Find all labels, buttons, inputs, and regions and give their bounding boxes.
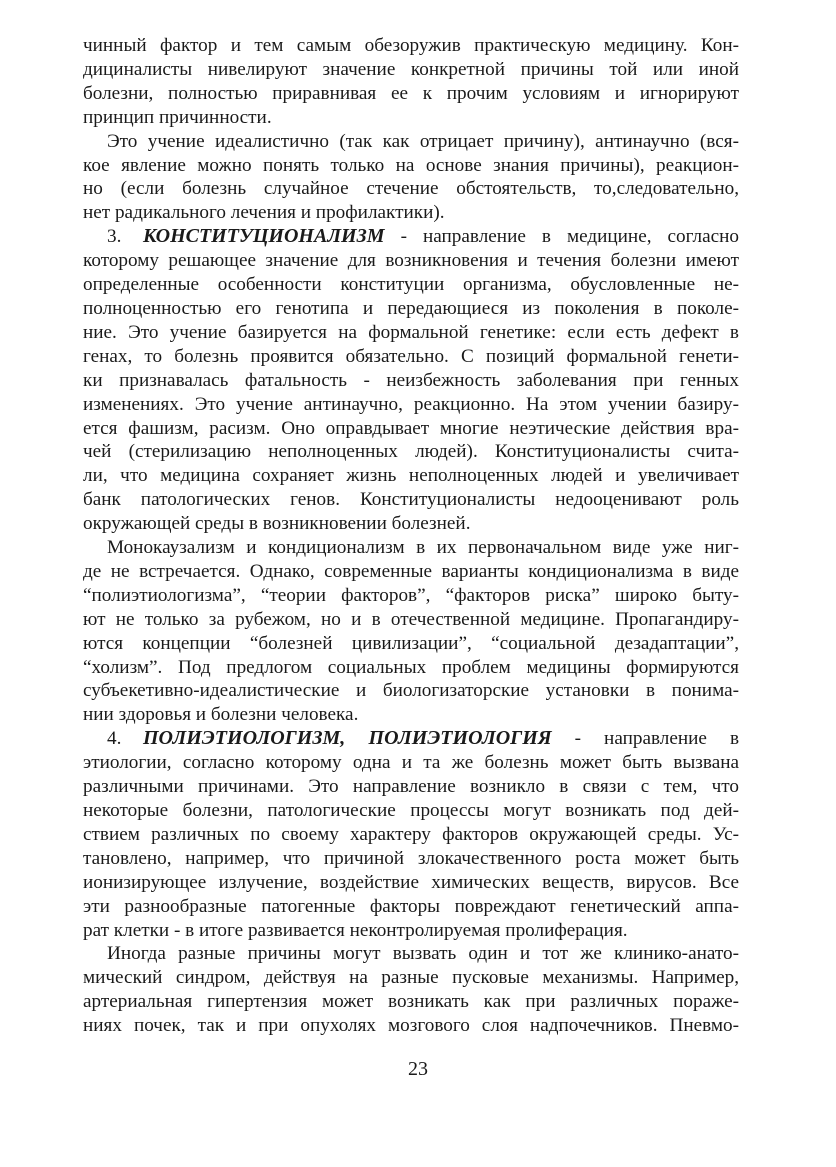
text-line: ствием различных по своему характеру факторов окружающей среды. Ус- xyxy=(83,823,739,845)
text-line: ионизирующее излучение, воздействие химических веществ, вирусов. Все xyxy=(83,871,739,893)
text-line: тановлено, например, что причиной злокачественного роста может быть xyxy=(83,847,739,869)
text-line: Иногда разные причины могут вызвать один и тот же клинико-анато- xyxy=(107,943,739,965)
text-line: ют не только за рубежом, но и в отечественной медицине. Пропагандиру- xyxy=(83,608,739,630)
text-line: нии здоровья и болезни человека. xyxy=(83,704,359,726)
text-line: изменениях. Это учение антинаучно, реакционно. На этом учении базиру- xyxy=(83,393,739,415)
text-line: определенные особенности конституции организма, обусловленные не- xyxy=(83,274,739,296)
section-term: КОНСТИТУЦИОНАЛИЗМ xyxy=(143,225,385,248)
text-line: кое явление можно понять только на основе знания причины), реакцион- xyxy=(83,154,739,176)
text-line: “холизм”. Под предлогом социальных проблем медицины формируются xyxy=(83,656,739,678)
text-line: ниях почек, так и при опухолях мозгового слоя надпочечников. Пневмо- xyxy=(83,1015,739,1037)
section-polyetiologism xyxy=(83,727,739,942)
text-line: ки признавалась фатальность - неизбежность заболевания при генных xyxy=(83,369,739,391)
section-number: 3. xyxy=(107,226,122,248)
text-line: мический синдром, действуя на разные пусковые механизмы. Например, xyxy=(83,967,739,989)
text-line: субъекетивно-идеалистические и биологизаторские установки в понима- xyxy=(83,680,739,702)
section-heading-line xyxy=(83,225,739,249)
text-line: ние. Это учение базируется на формальной генетике: если есть дефект в xyxy=(83,321,739,343)
text-line: чей (стерилизацию неполноценных людей). Конституционалисты счита- xyxy=(83,441,739,463)
section-number: 4. xyxy=(107,728,122,750)
text-line: ются концепции “болезней цивилизации”, “социальной дезадаптации”, xyxy=(83,632,739,654)
text-line: де не встречается. Однако, современные варианты кондиционализма в виде xyxy=(83,560,739,582)
paragraph-idealism xyxy=(83,130,739,226)
text-line: болезни, полностью приравнивая ее к прочим условиям и игнорируют xyxy=(83,82,739,104)
text-line: артериальная гипертензия может возникать как при различных пораже- xyxy=(83,991,739,1013)
section-heading-rest: - направление в xyxy=(551,728,740,750)
text-line: ли, что медицина сохраняет жизнь неполноценных людей и увеличивает xyxy=(83,465,739,487)
paragraph-monocausalism xyxy=(83,536,739,727)
text-line: Это учение идеалистично (так как отрицает причину), антинаучно (вся- xyxy=(107,130,739,152)
section-term: ПОЛИЭТИОЛОГИЗМ, ПОЛИЭТИОЛОГИЯ xyxy=(143,727,552,750)
text-line: окружающей среды в возникновении болезней. xyxy=(83,513,471,535)
section-heading-rest: - направление в медицине, согласно xyxy=(384,226,739,248)
text-line: некоторые болезни, патологические процессы могут возникать под дей- xyxy=(83,800,739,821)
text-line: ется фашизм, расизм. Оно оправдывает многие неэтические действия вра- xyxy=(83,417,739,439)
text-line: “полиэтиологизма”, “теории факторов”, “факторов риска” широко быту- xyxy=(83,584,739,606)
text-line: Монокаузализм и кондиционализм в их первоначальном виде уже ниг- xyxy=(107,537,739,559)
text-line: принцип причинности. xyxy=(83,106,272,128)
section-constitutionalism xyxy=(83,225,739,536)
text-line: банк патологических генов. Конституционалисты недооценивают роль xyxy=(83,489,739,511)
text-line: но (если болезнь случайное стечение обстоятельств, то,следовательно, xyxy=(83,178,739,200)
text-line: полноценностью его генотипа и передающиеся из поколения в поколе- xyxy=(83,297,739,319)
paragraph-continuation xyxy=(83,34,739,130)
page-text xyxy=(83,34,739,1038)
section-heading-line xyxy=(83,727,739,751)
text-line: генах, то болезнь проявится обязательно. С позиций формальной генети- xyxy=(83,345,739,367)
text-line: рат клетки - в итоге развивается неконтролируемая пролиферация. xyxy=(83,919,628,941)
text-line: этиологии, согласно которому одна и та же болезнь может быть вызвана xyxy=(83,752,739,774)
paragraph-clinical-syndrome xyxy=(83,942,739,1038)
text-line: эти разнообразные патогенные факторы повреждают генетический аппа- xyxy=(83,895,739,917)
text-line: чинный фактор и тем самым обезоружив практическую медицину. Кон- xyxy=(83,35,739,56)
page-number: 23 xyxy=(408,1058,428,1080)
text-line: которому решающее значение для возникновения и течения болезни имеют xyxy=(83,250,739,272)
text-line: нет радикального лечения и профилактики). xyxy=(83,202,445,224)
text-line: дициналисты нивелируют значение конкретной причины той или иной xyxy=(83,58,739,80)
text-line: различными причинами. Это направление возникло в связи с тем, что xyxy=(83,776,739,798)
